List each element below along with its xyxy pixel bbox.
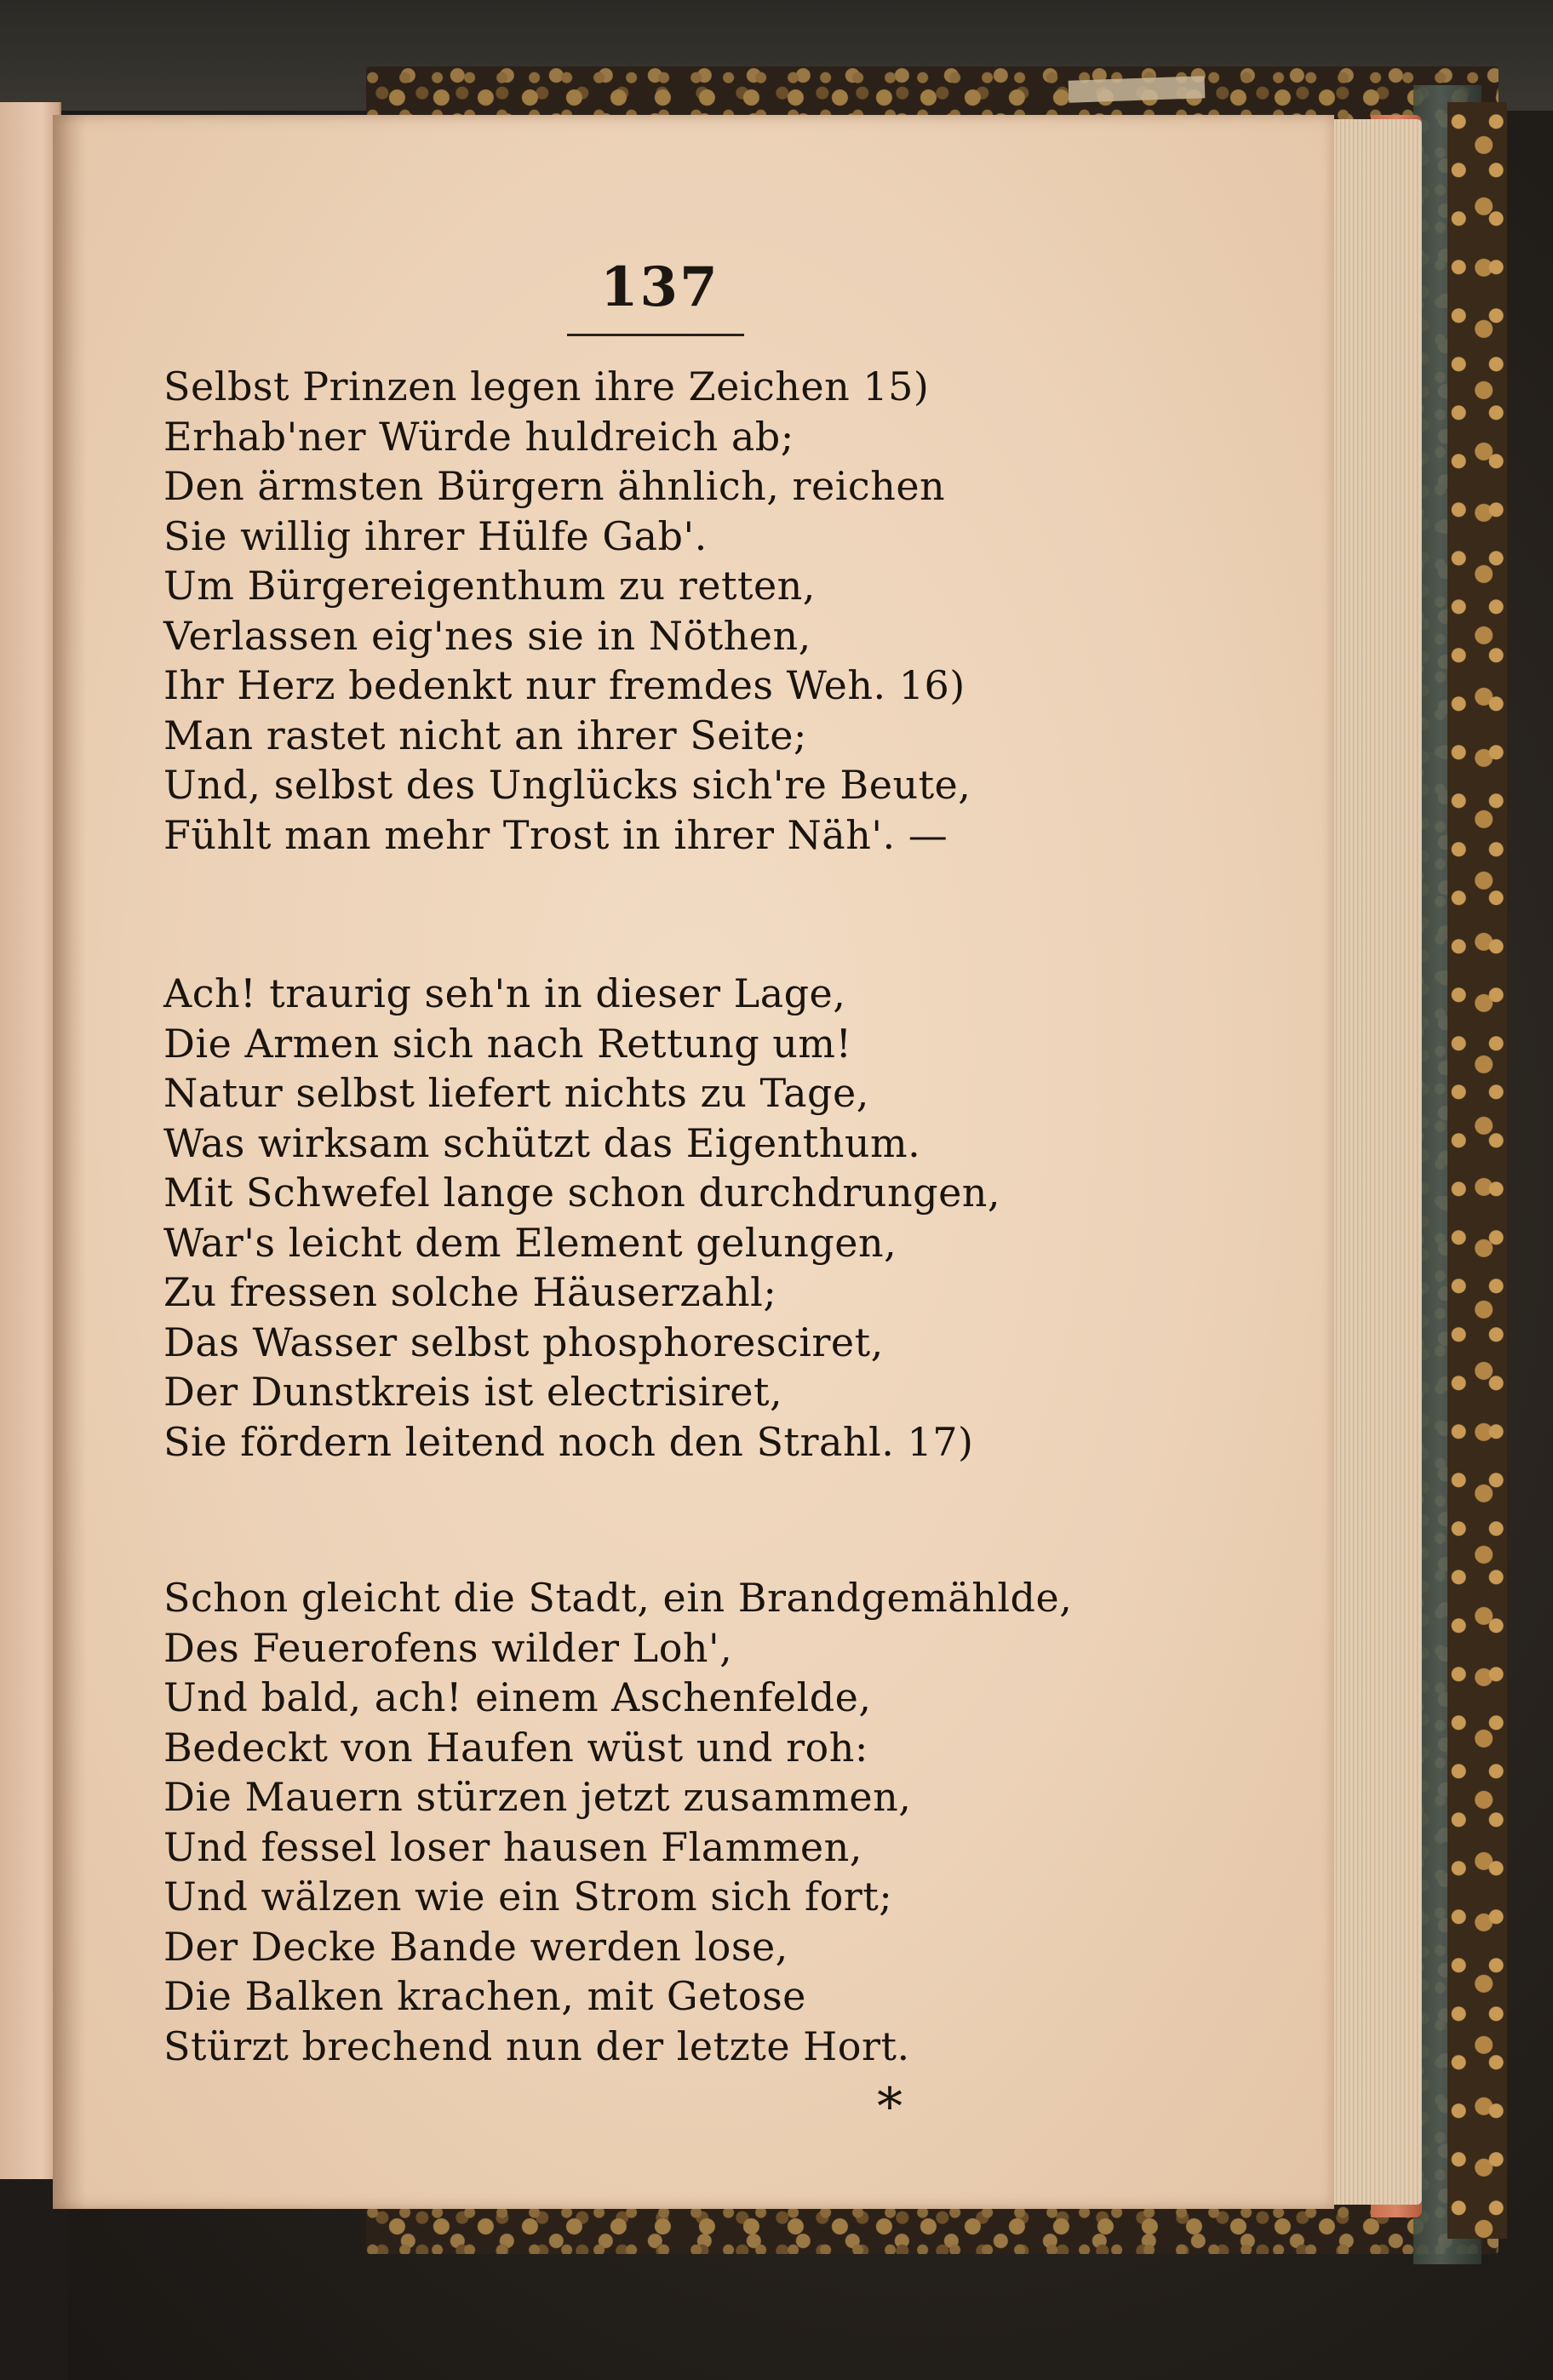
verse-line: Mit Schwefel lange schon durchdrungen, xyxy=(163,1170,1001,1216)
verse-line: War's leicht dem Element gelungen, xyxy=(163,1219,897,1266)
page-number: 137 xyxy=(600,255,719,319)
verse-line: Fühlt man mehr Trost in ihrer Näh'. — xyxy=(163,811,948,858)
verse-line: Was wirksam schützt das Eigenthum. xyxy=(163,1119,921,1166)
left-dark-corner xyxy=(0,2179,68,2380)
verse-line: Erhab'ner Würde huldreich ab; xyxy=(163,413,794,460)
verse-line: Natur selbst liefert nichts zu Tage, xyxy=(163,1070,869,1116)
verse-line: Verlassen eig'nes sie in Nöthen, xyxy=(163,612,811,659)
verse-line: Schon gleicht die Stadt, ein Brandgemählde, xyxy=(163,1575,1073,1621)
verse-line: Und bald, ach! einem Aschenfelde, xyxy=(163,1674,872,1720)
verse-line: Den ärmsten Bürgern ähnlich, reichen xyxy=(163,463,946,509)
verse-line: Zu fressen solche Häuserzahl; xyxy=(163,1269,777,1315)
verse-line: Man rastet nicht an ihrer Seite; xyxy=(163,712,807,758)
verse-line: Und wälzen wie ein Strom sich fort; xyxy=(163,1874,893,1919)
verse-line: Die Mauern stürzen jetzt zusammen, xyxy=(163,1774,912,1820)
verse-line: Das Wasser selbst phosphoresciret, xyxy=(163,1319,884,1365)
verse-line: Ihr Herz bedenkt nur fremdes Weh. 16) xyxy=(163,662,966,708)
verse-line: Sie willig ihrer Hülfe Gab'. xyxy=(163,512,708,559)
verse-line: Der Decke Bande werden lose, xyxy=(163,1923,788,1970)
cover-marbled-edge xyxy=(1447,102,1507,2239)
verse-line: Sie fördern leitend noch den Strahl. 17) xyxy=(163,1418,974,1465)
verse-line: Ach! traurig seh'n in dieser Lage, xyxy=(163,970,846,1016)
page-number-rule xyxy=(567,334,744,336)
verse-line: Selbst Prinzen legen ihre Zeichen 15) xyxy=(163,363,930,409)
verse-line: Und fessel loser hausen Flammen, xyxy=(163,1823,862,1870)
stanza-3 xyxy=(163,1573,1072,2071)
verse-line: Und, selbst des Unglücks sich're Beute, xyxy=(163,762,971,808)
verse-line: Der Dunstkreis ist electrisiret, xyxy=(163,1369,783,1415)
catchword-asterisk: * xyxy=(877,2077,903,2137)
gutter-shadow xyxy=(53,115,87,2209)
verse-line: Die Armen sich nach Rettung um! xyxy=(163,1020,852,1067)
stanza-2 xyxy=(163,969,1000,1467)
verse-line: Die Balken krachen, mit Getose xyxy=(163,1973,806,2019)
verse-line: Stürzt brechend nun der letzte Hort. xyxy=(163,2022,910,2069)
verse-line: Um Bürgereigenthum zu retten, xyxy=(163,563,816,609)
stanza-1 xyxy=(163,362,971,860)
verse-line: Bedeckt von Haufen wüst und roh: xyxy=(163,1724,868,1771)
verse-line: Des Feuerofens wilder Loh', xyxy=(163,1624,733,1671)
